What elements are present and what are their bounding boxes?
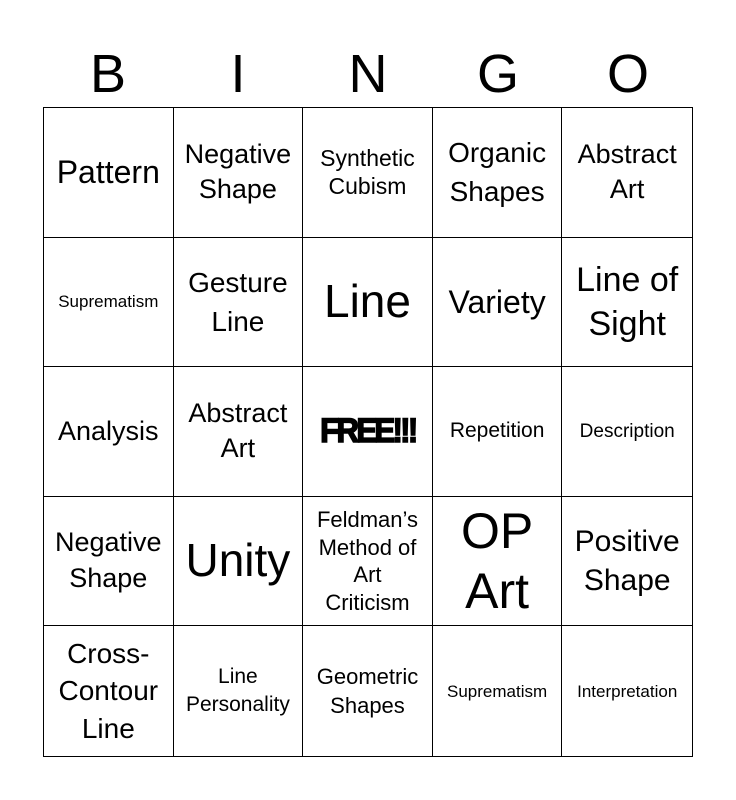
- bingo-cell[interactable]: [433, 497, 563, 627]
- bingo-cell[interactable]: [433, 626, 563, 756]
- bingo-cell[interactable]: [562, 238, 692, 368]
- cell-text: Feldman’s Method of Art Criticism: [316, 507, 419, 615]
- bingo-cell[interactable]: [174, 238, 304, 368]
- cell-text: Cross-Contour Line: [58, 637, 159, 745]
- bingo-board: [43, 107, 693, 757]
- bingo-cell[interactable]: [44, 108, 174, 238]
- cell-text: Variety: [448, 283, 546, 320]
- bingo-cell[interactable]: [303, 497, 433, 627]
- cell-text: Description: [579, 420, 675, 442]
- cell-text: Repetition: [449, 419, 545, 443]
- header-letter-o: O: [606, 44, 649, 104]
- bingo-cell[interactable]: [433, 108, 563, 238]
- bingo-cell[interactable]: [562, 497, 692, 627]
- bingo-cell[interactable]: [44, 238, 174, 368]
- bingo-cell[interactable]: [433, 367, 563, 497]
- cell-text: Synthetic Cubism: [320, 144, 415, 200]
- cell-text: Abstract Art: [577, 138, 677, 205]
- free-space-text: FREE!!!: [319, 411, 416, 450]
- cell-text: Gesture Line: [188, 266, 288, 337]
- cell-text: Line of Sight: [576, 260, 679, 343]
- header-letter-b: B: [89, 44, 127, 104]
- free-space[interactable]: [303, 367, 433, 497]
- cell-text: Negative Shape: [55, 527, 162, 594]
- bingo-cell[interactable]: [562, 108, 692, 238]
- cell-text: Interpretation: [577, 681, 678, 701]
- cell-text: Abstract Art: [188, 397, 288, 464]
- bingo-cell[interactable]: [433, 238, 563, 368]
- cell-text: OP Art: [460, 503, 534, 620]
- bingo-cell[interactable]: [174, 626, 304, 756]
- bingo-cell[interactable]: [303, 626, 433, 756]
- header-letter-i: I: [230, 44, 246, 104]
- cell-text: Negative Shape: [184, 138, 292, 205]
- bingo-cell[interactable]: [174, 367, 304, 497]
- bingo-cell[interactable]: [44, 626, 174, 756]
- bingo-cell[interactable]: [174, 108, 304, 238]
- cell-text: Organic Shapes: [448, 137, 547, 208]
- cell-text: Line: [324, 274, 411, 327]
- bingo-cell[interactable]: [562, 626, 692, 756]
- bingo-cell[interactable]: [303, 238, 433, 368]
- bingo-cell[interactable]: [44, 367, 174, 497]
- bingo-cell[interactable]: [562, 367, 692, 497]
- cell-text: Suprematism: [58, 292, 159, 312]
- cell-text: Unity: [185, 534, 291, 587]
- cell-text: Line Personality: [185, 664, 290, 717]
- cell-text: Pattern: [56, 154, 160, 191]
- header-letter-n: N: [348, 44, 388, 104]
- cell-text: Analysis: [58, 415, 159, 446]
- cell-text: Geometric Shapes: [316, 663, 419, 719]
- header-letter-g: G: [476, 44, 519, 104]
- bingo-cell[interactable]: [44, 497, 174, 627]
- cell-text: Suprematism: [447, 681, 548, 701]
- cell-text: Positive Shape: [574, 525, 680, 598]
- bingo-cell[interactable]: [174, 497, 304, 627]
- bingo-cell[interactable]: [303, 108, 433, 238]
- bingo-header: [43, 40, 693, 108]
